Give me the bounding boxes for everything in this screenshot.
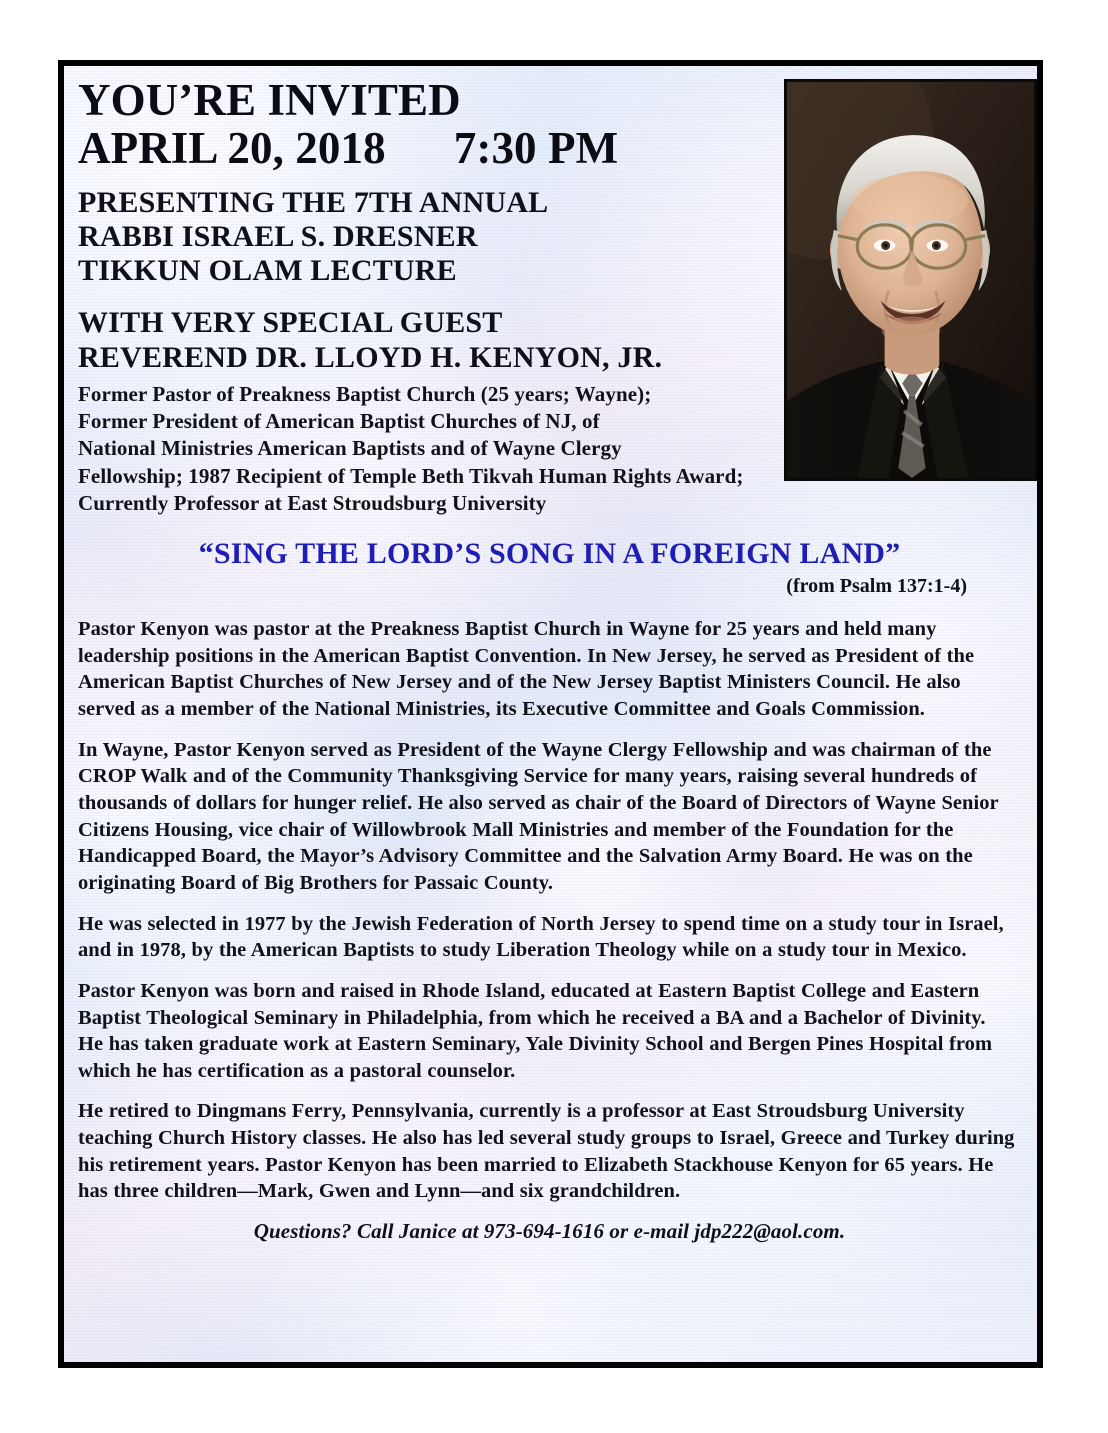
guest-portrait-photo bbox=[784, 79, 1037, 481]
sermon-title: “SING THE LORD’S SONG IN A FOREIGN LAND” bbox=[198, 537, 901, 571]
bio-paragraph: He was selected in 1977 by the Jewish Federation of North Jersey to spend time on a study tour in Israel, and in 1978, by the American Baptists to study Liberation Theology while on a study tour in Mexico. bbox=[78, 912, 1004, 962]
subheading-line-2: RABBI ISRAEL S. DRESNER bbox=[78, 219, 478, 253]
headline-date-time: APRIL 20, 2018 7:30 PM bbox=[78, 122, 619, 173]
psalm-reference: (from Psalm 137:1-4) bbox=[786, 575, 967, 598]
headline-invitation: YOU’RE INVITED bbox=[78, 75, 461, 125]
credential-line: Former President of American Baptist Churches of NJ, of bbox=[78, 409, 600, 434]
flyer-page bbox=[58, 60, 1043, 1368]
subheading-line-1: PRESENTING THE 7TH ANNUAL bbox=[78, 185, 549, 219]
credential-line: National Ministries American Baptists and of Wayne Clergy bbox=[78, 436, 622, 461]
bio-paragraph: Pastor Kenyon was born and raised in Rhode Island, educated at Eastern Baptist College and Eastern Baptist Theological Seminary in Philadelphia, from which he received a BA and a Bachelor of Divinity. He has taken graduate work at Eastern Seminary, Yale Divinity School and Bergen Pines Hospital from which he has certification as a pastoral counselor. bbox=[78, 979, 993, 1082]
bio-paragraph: He retired to Dingmans Ferry, Pennsylvania, currently is a professor at East Stroudsburg University teaching Church History classes. He also has led several study groups to Israel, Greece and Turkey during his retirement years. Pastor Kenyon has been married to Elizabeth Stackhouse Kenyon for 65 years. He has three children—Mark, Gwen and Lynn—and six grandchildren. bbox=[78, 1100, 1015, 1203]
guest-name-line: REVEREND DR. LLOYD H. KENYON, JR. bbox=[78, 340, 663, 374]
subheading-line-3: TIKKUN OLAM LECTURE bbox=[78, 254, 457, 288]
flyer-content bbox=[64, 66, 1037, 1362]
bio-paragraph: Pastor Kenyon was pastor at the Preakness Baptist Church in Wayne for 25 years and held many leadership positions in the American Baptist Convention. In New Jersey, he served as President of the American Baptist Churches of New Jersey and of the New Jersey Baptist Ministers Council. He also served as a member of the National Ministries, its Executive Committee and Goals Commission. bbox=[78, 618, 975, 721]
credential-line: Former Pastor of Preakness Baptist Church (25 years; Wayne); bbox=[78, 381, 652, 406]
portrait-illustration bbox=[787, 82, 1034, 478]
contact-line: Questions? Call Janice at 973-694-1616 or e-mail jdp222@aol.com. bbox=[253, 1219, 846, 1244]
credential-line: Currently Professor at East Stroudsburg University bbox=[78, 490, 547, 515]
guest-intro-line: WITH VERY SPECIAL GUEST bbox=[78, 306, 503, 340]
credential-line: Fellowship; 1987 Recipient of Temple Beth Tikvah Human Rights Award; bbox=[78, 463, 744, 488]
bio-paragraph: In Wayne, Pastor Kenyon served as President of the Wayne Clergy Fellowship and was chairman of the CROP Walk and of the Community Thanksgiving Service for many years, raising several hundreds of thousands of dollars for hunger relief. He also served as chair of the Board of Directors of Wayne Senior Citizens Housing, vice chair of Willowbrook Mall Ministries and member of the Foundation for the Handicapped Board, the Mayor’s Advisory Committee and the Salvation Army Board. He was on the originating Board of Big Brothers for Passaic County. bbox=[78, 738, 999, 894]
